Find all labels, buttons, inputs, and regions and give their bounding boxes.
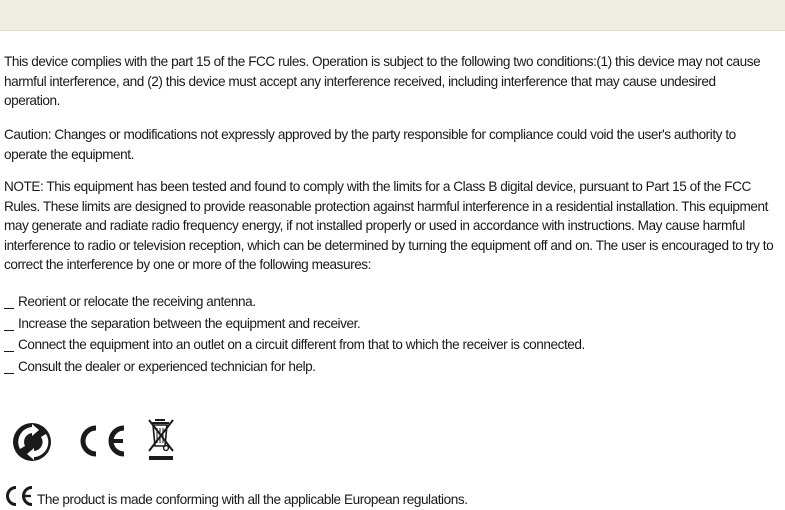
measure-text: Increase the separation between the equipment and receiver. <box>18 315 361 331</box>
dash-marker <box>4 351 14 352</box>
measure-text: Reorient or relocate the receiving antenna. <box>18 294 256 309</box>
measure-text: Consult the dealer or experienced technician for help. <box>18 358 316 374</box>
measures-list <box>4 292 585 378</box>
list-item <box>4 314 585 336</box>
list-item <box>4 292 585 314</box>
measure-text: Connect the equipment into an outlet on a circuit different from that to which the receiver is connected. <box>18 337 585 352</box>
crossed-out-wheeled-bin-icon <box>146 416 176 462</box>
header-band <box>0 0 785 31</box>
ce-mark-icon <box>74 424 128 458</box>
dash-marker <box>4 330 14 331</box>
caution-paragraph: Caution: Changes or modifications not expressly approved by the party responsible for compliance could void the user's authority to operate the equipment. <box>4 127 736 162</box>
ce-statement-text: The product is made conforming with all the applicable European regulations. <box>37 492 468 507</box>
dash-marker <box>4 373 14 374</box>
note-paragraph: NOTE: This equipment has been tested and found to comply with the limits for a Class B digital device, pursuant to Part 15 of the FCC Rules. These limits are designed to provide reasonable protection against harmful interference in a residential installation. This equipment may generate and radiate radio frequency energy, if not installed properly or used in accordance with instructions. May cause harmful interference to radio or television reception, which can be determined by turning the equipment off and on. The user is encouraged to try to correct the interference by one or more of the following measures: <box>4 179 774 273</box>
recycling-icon <box>12 422 52 462</box>
list-item <box>4 357 585 379</box>
fcc-compliance-paragraph: This device complies with the part 15 of the FCC rules. Operation is subject to the following two conditions:(1) this device may not cause harmful interference, and (2) this device must accept any interference received, including interference that may cause undesired operation. <box>4 54 761 109</box>
ce-mark-icon <box>4 485 34 507</box>
list-item <box>4 335 585 357</box>
dash-marker <box>4 308 14 309</box>
